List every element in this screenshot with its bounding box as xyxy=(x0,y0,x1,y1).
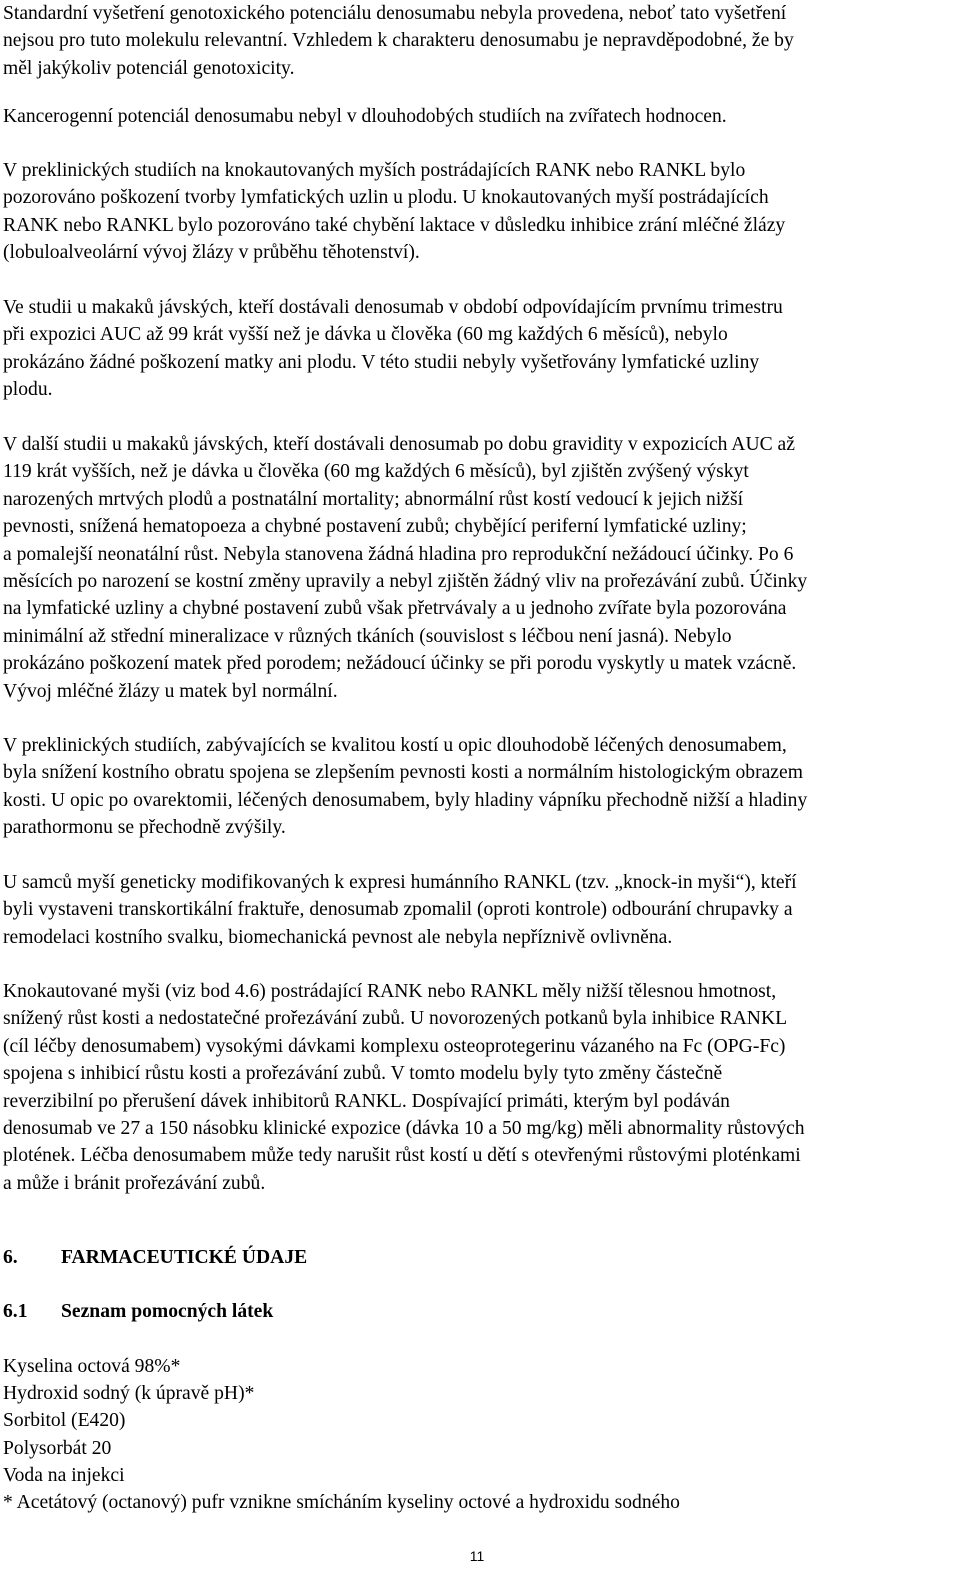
text-line: (lobuloalveolární vývoj žlázy v průběhu těhotenství). xyxy=(3,242,420,264)
text-line: Ve studii u makaků jávských, kteří dostávali denosumab v období odpovídajícím prvnímu trimestru xyxy=(3,297,783,318)
section-number: 6.1 xyxy=(3,1301,28,1322)
text-line: parathormonu se přechodně zvýšily. xyxy=(3,817,286,839)
paragraph xyxy=(3,732,951,842)
text-line: minimální až střední mineralizace v různých tkáních (souvislost s léčbou není jasná). Nebylo xyxy=(3,625,732,647)
text-line: byli vystaveni transkortikální fraktuře, denosumab zpomalil (oproti kontrole) odbourání chrupavky a xyxy=(3,899,793,921)
paragraph xyxy=(3,294,951,404)
text-line: V preklinických studiích, zabývajících se kvalitou kostí u opic dlouhodobě léčených denosumabem, xyxy=(3,735,787,756)
text-line: prokázáno poškození matek před porodem; nežádoucí účinky se při porodu vyskytly u matek vzácně. xyxy=(3,653,797,675)
text-line: V preklinických studiích na knokautovaných myších postrádajících RANK nebo RANKL bylo xyxy=(3,160,746,181)
section-title: FARMACEUTICKÉ ÚDAJE xyxy=(61,1247,308,1268)
paragraph xyxy=(3,157,951,267)
text-line: nejsou pro tuto molekulu relevantní. Vzhledem k charakteru denosumabu je nepravděpodobné, že by xyxy=(3,30,794,52)
paragraph xyxy=(3,0,951,82)
text-line: denosumab ve 27 a 150 násobku klinické expozice (dávka 10 a 50 mg/kg) měli abnormality růstových xyxy=(3,1118,805,1140)
list-item: Voda na injekci xyxy=(3,1464,125,1486)
paragraph xyxy=(3,869,951,951)
text-line: pozorováno poškození tvorby lymfatických uzlin u plodu. U knokautovaných myší postrádajících xyxy=(3,187,769,209)
text-line: (cíl léčby denosumabem) vysokými dávkami komplexu osteoprotegerinu vázaného na Fc (OPG-Fc) xyxy=(3,1035,786,1057)
text-line: plotének. Léčba denosumabem může tedy narušit růst kostí u dětí s otevřenými růstovými ploténkami xyxy=(3,1145,801,1167)
footnote: * Acetátový (octanový) pufr vznikne smícháním kyseliny octové a hydroxidu sodného xyxy=(3,1492,680,1513)
list-item: Polysorbát 20 xyxy=(3,1437,112,1459)
paragraph xyxy=(3,431,951,705)
text-line: RANK nebo RANKL bylo pozorováno také chybění laktace v důsledku inhibice zrání mléčné žlázy xyxy=(3,214,786,236)
list-item: Sorbitol (E420) xyxy=(3,1410,126,1432)
text-line: V další studii u makaků jávských, kteří dostávali denosumab po dobu gravidity v expozicích AUC až xyxy=(3,434,795,455)
text-line: U samců myší geneticky modifikovaných k expresi humánního RANKL (tzv. „knock-in myši“), kteří xyxy=(3,872,797,893)
section-number: 6. xyxy=(3,1247,18,1268)
text-line: narozených mrtvých plodů a postnatální mortality; abnormální růst kostí vedoucí k jejich nižší xyxy=(3,488,744,510)
text-line: Standardní vyšetření genotoxického potenciálu denosumabu nebyla provedena, neboť tato vyšetření xyxy=(3,3,787,24)
text-line: pevnosti, snížená hematopoeza a chybné postavení zubů; chybějící periferní lymfatické uzliny; xyxy=(3,516,747,538)
text-line: 119 krát vyšších, než je dávka u člověka (60 mg každých 6 měsíců), byl zjištěn zvýšený výskyt xyxy=(3,461,749,483)
text-line: prokázáno žádné poškození matky ani plodu. V této studii nebyly vyšetřovány lymfatické uzliny xyxy=(3,351,760,373)
text-line: při expozici AUC až 99 krát vyšší než je dávka u člověka (60 mg každých 6 měsíců), nebylo xyxy=(3,324,728,346)
section-title: Seznam pomocných látek xyxy=(61,1301,274,1322)
excipient-list xyxy=(3,1353,254,1489)
text-line: reverzibilní po přerušení dávek inhibitorů RANKL. Dospívající primáti, kterým byl podáván xyxy=(3,1090,730,1112)
section-heading-6 xyxy=(3,1244,307,1271)
text-line: Knokautované myši (viz bod 4.6) postrádající RANK nebo RANKL měly nižší tělesnou hmotnost, xyxy=(3,981,777,1002)
text-line: remodelaci kostního svalku, biomechanická pevnost ale nebyla nepříznivě ovlivněna. xyxy=(3,926,673,948)
text-line: snížený růst kosti a nedostatečné prořezávání zubů. U novorozených potkanů byla inhibice RANKL xyxy=(3,1008,788,1030)
text-line: kosti. U opic po ovarektomii, léčených denosumabem, byly hladiny vápníku přechodně nižší a hladiny xyxy=(3,789,808,811)
list-item: Kyselina octová 98%* xyxy=(3,1356,181,1377)
text-line: Kancerogenní potenciál denosumabu nebyl v dlouhodobých studiích na zvířatech hodnocen. xyxy=(3,106,727,127)
text-line: a může i bránit prořezávání zubů. xyxy=(3,1172,266,1194)
text-line: a pomalejší neonatální růst. Nebyla stanovena žádná hladina pro reprodukční nežádoucí účinky. Po 6 xyxy=(3,543,794,565)
paragraph xyxy=(3,103,951,130)
text-line: plodu. xyxy=(3,379,53,401)
text-line: měsících po narození se kostní změny upravily a nebyl zjištěn žádný vliv na prořezávání zubů. Účinky xyxy=(3,571,808,593)
list-item: Hydroxid sodný (k úpravě pH)* xyxy=(3,1383,255,1405)
paragraph xyxy=(3,978,951,1197)
text-line: měl jakýkoliv potenciál genotoxicity. xyxy=(3,57,295,79)
section-heading-6-1 xyxy=(3,1298,273,1325)
text-line: na lymfatické uzliny a chybné postavení zubů však přetrvávaly a u jednoho zvířate byla pozorována xyxy=(3,598,787,620)
page-number: 11 xyxy=(469,1548,485,1564)
text-line: Vývoj mléčné žlázy u matek byl normální. xyxy=(3,680,338,702)
text-line: spojena s inhibicí růstu kosti a prořezávání zubů. V tomto modelu byly tyto změny částečně xyxy=(3,1063,723,1085)
text-line: byla snížení kostního obratu spojena se zlepšením pevnosti kosti a normálním histologickým obrazem xyxy=(3,762,803,784)
